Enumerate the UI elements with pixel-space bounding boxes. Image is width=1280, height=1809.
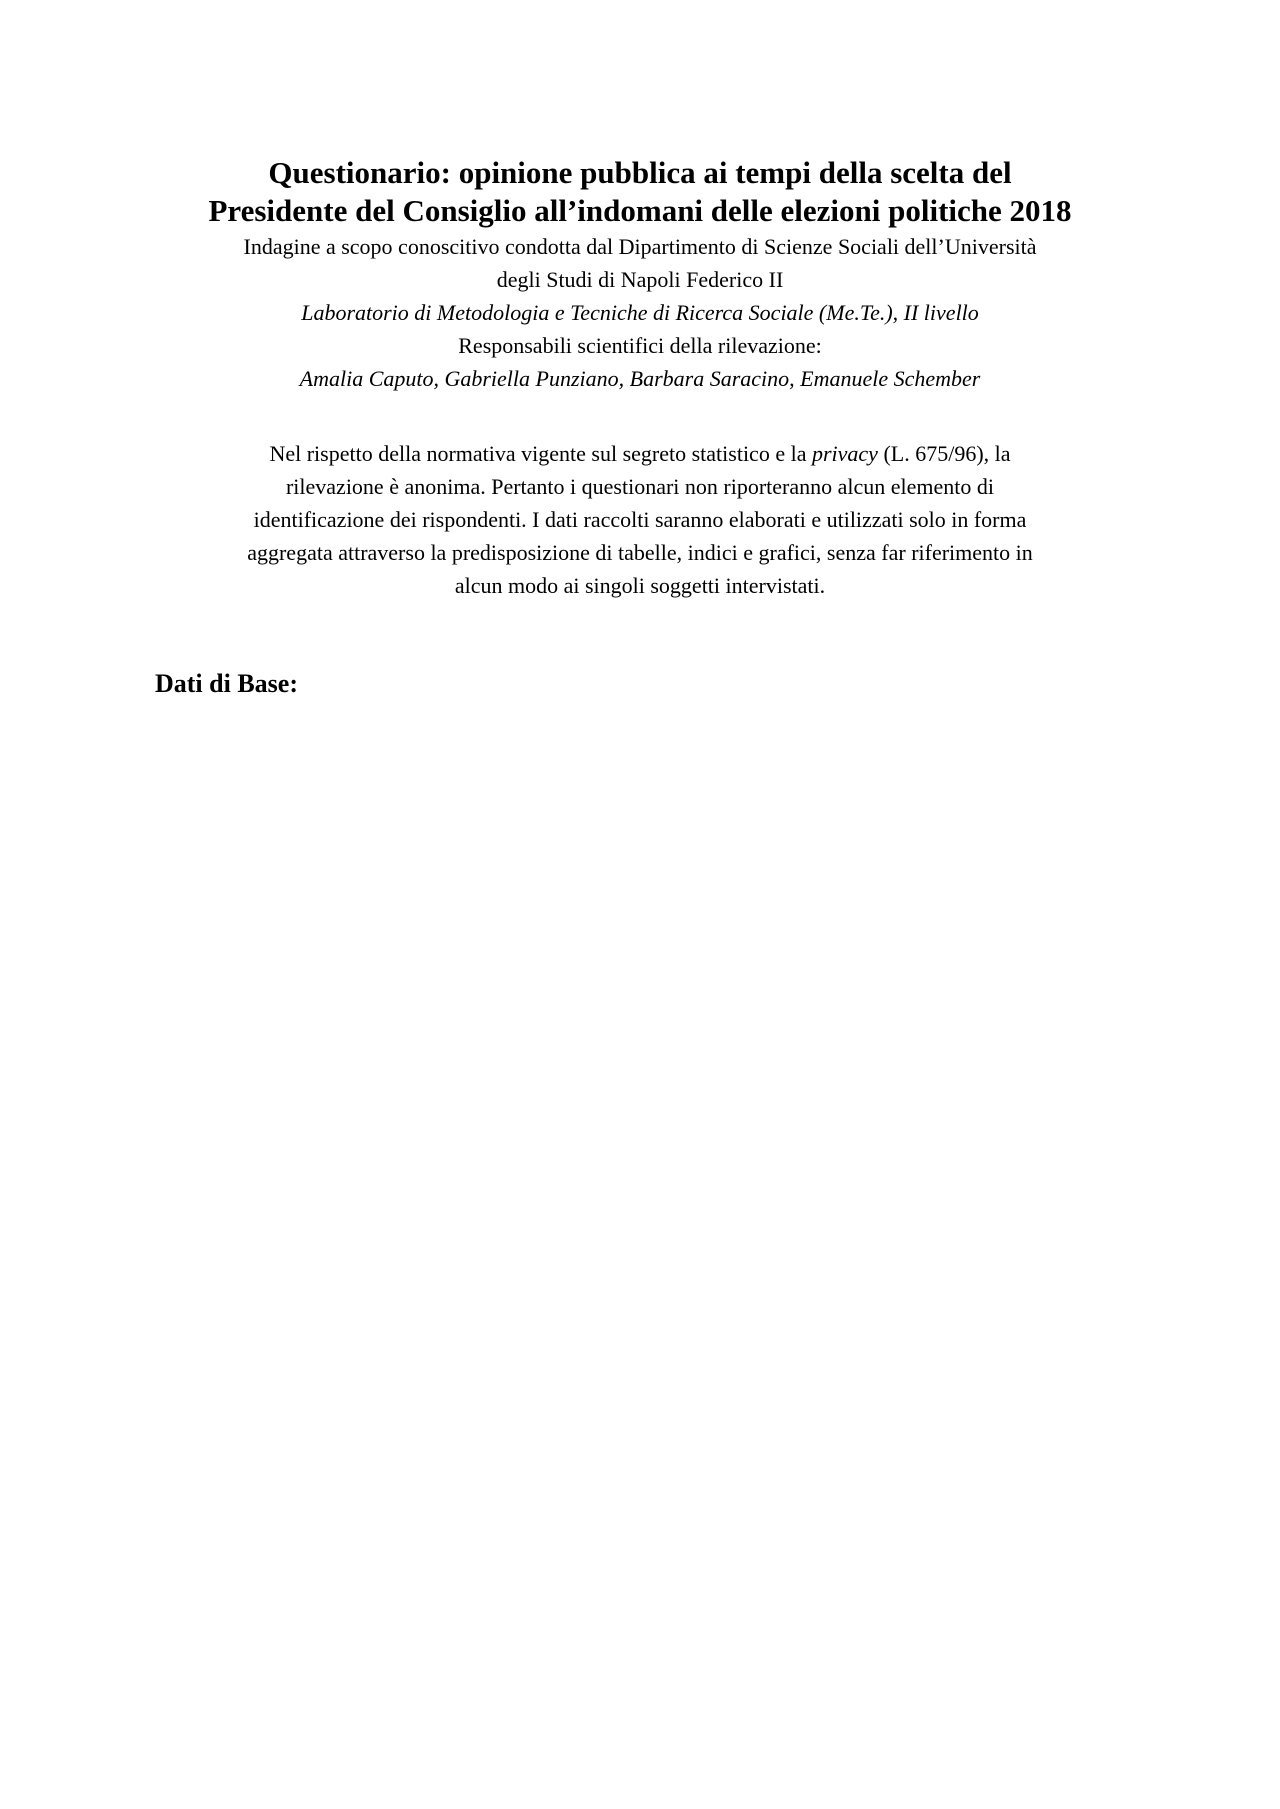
laboratory-line: Laboratorio di Metodologia e Tecniche di Ricerca Sociale (Me.Te.), II livello bbox=[301, 300, 979, 325]
document-header bbox=[150, 154, 1130, 395]
privacy-notice-line-4: aggregata attraverso la predisposizione di tabelle, indici e grafici, senza far riferimento in bbox=[247, 540, 1033, 565]
document-title bbox=[150, 154, 1130, 230]
privacy-term: privacy bbox=[811, 441, 878, 466]
subtitle-line-2: degli Studi di Napoli Federico II bbox=[496, 267, 784, 292]
title-line-2: Presidente del Consiglio all’indomani delle elezioni politiche 2018 bbox=[208, 193, 1072, 228]
privacy-notice bbox=[150, 437, 1130, 602]
privacy-notice-line-3: identificazione dei rispondenti. I dati raccolti saranno elaborati e utilizzati solo in forma bbox=[253, 507, 1027, 532]
privacy-notice-line-5: alcun modo ai singoli soggetti intervistati. bbox=[454, 573, 826, 598]
privacy-notice-line-1-start: Nel rispetto della normativa vigente sul segreto statistico e la bbox=[269, 441, 812, 466]
subtitle-line-1: Indagine a scopo conoscitivo condotta dal Dipartimento di Scienze Sociali dell’Università bbox=[243, 234, 1037, 259]
title-line-1: Questionario: opinione pubblica ai tempi della scelta del bbox=[268, 155, 1012, 190]
responsabili-label: Responsabili scientifici della rilevazione: bbox=[458, 333, 822, 358]
section-title-dati-di-base: Dati di Base: bbox=[155, 669, 298, 698]
privacy-notice-line-2: rilevazione è anonima. Pertanto i questionari non riporteranno alcun elemento di bbox=[285, 474, 995, 499]
privacy-notice-line-1-end: (L. 675/96), la bbox=[877, 441, 1011, 466]
privacy-notice-line-1 bbox=[150, 437, 1130, 470]
responsabili-names: Amalia Caputo, Gabriella Punziano, Barbara Saracino, Emanuele Schember bbox=[299, 366, 981, 391]
